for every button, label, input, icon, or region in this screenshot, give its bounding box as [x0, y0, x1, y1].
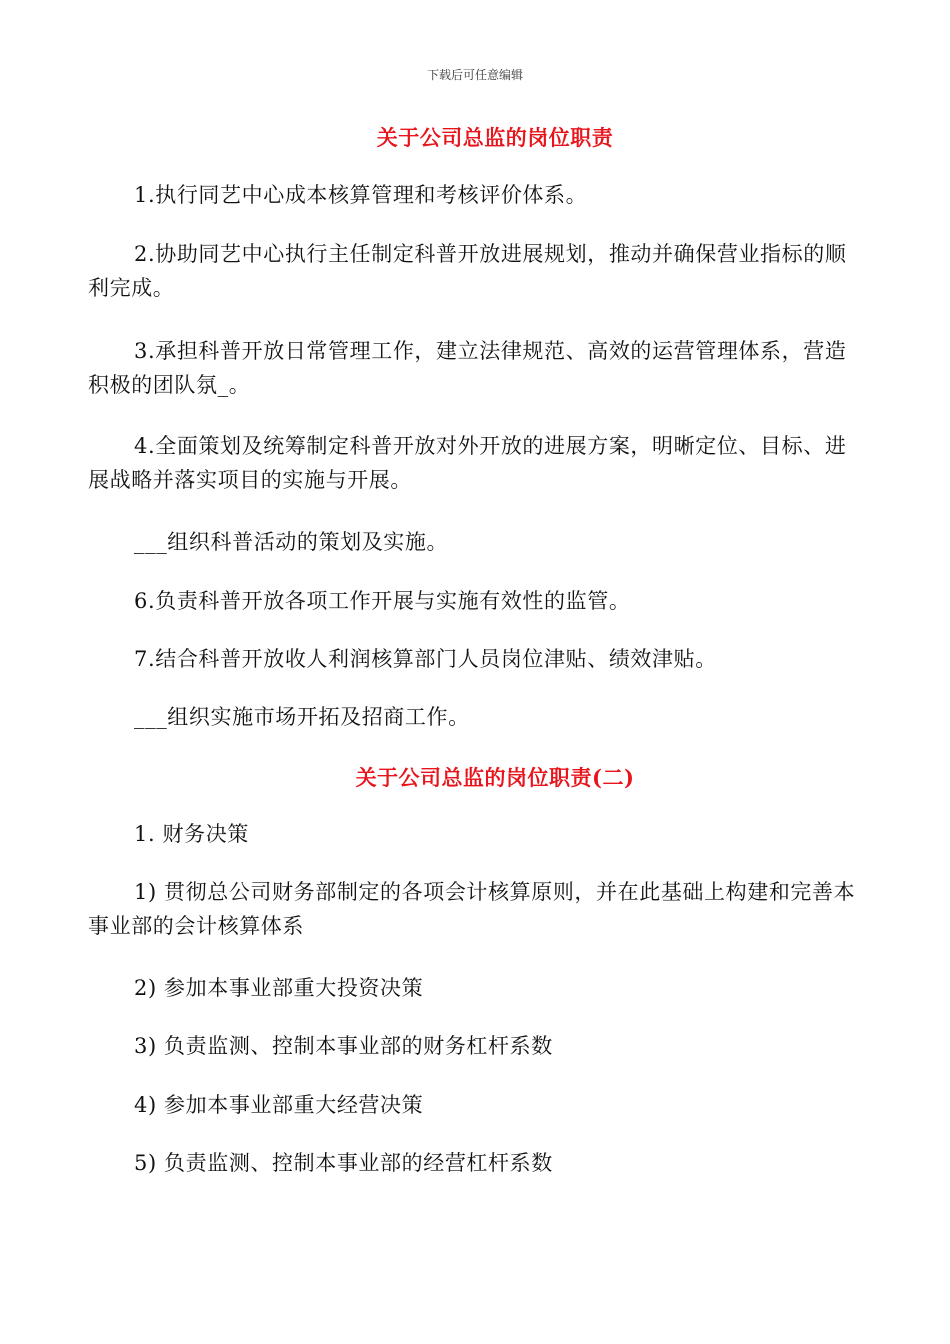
section1-paragraph-4: 4.全面策划及统筹制定科普开放对外开放的进展方案，明晰定位、目标、进展战略并落实项目的实施与开展。 [88, 434, 847, 492]
section1-paragraph-1: 1.执行同艺中心成本核算管理和考核评价体系。 [134, 183, 588, 207]
section1-paragraph-8: ___组织实施市场开拓及招商工作。 [134, 705, 470, 729]
header-note: 下载后可任意编辑 [426, 68, 523, 82]
section2-paragraph-4: 3) 负责监测、控制本事业部的财务杠杆系数 [134, 1034, 553, 1058]
section1-paragraph-7: 7.结合科普开放收人利润核算部门人员岗位津贴、绩效津贴。 [134, 647, 717, 671]
section2-paragraph-2: 1) 贯彻总公司财务部制定的各项会计核算原则，并在此基础上构建和完善本事业部的会计核算体系 [88, 880, 856, 938]
section2-paragraph-5: 4) 参加本事业部重大经营决策 [134, 1093, 424, 1117]
section1-title: 关于公司总监的岗位职责 [376, 125, 614, 150]
section1-paragraph-5: ___组织科普活动的策划及实施。 [134, 530, 449, 554]
section2-paragraph-3: 2) 参加本事业部重大投资决策 [134, 976, 424, 1000]
section1-paragraph-2: 2.协助同艺中心执行主任制定科普开放进展规划，推动并确保营业指标的顺利完成。 [88, 242, 847, 300]
section2-paragraph-1: 1. 财务决策 [134, 822, 249, 846]
section2-paragraph-6: 5) 负责监测、控制本事业部的经营杠杆系数 [134, 1151, 553, 1175]
section2-title: 关于公司总监的岗位职责(二) [355, 765, 635, 790]
section1-paragraph-3: 3.承担科普开放日常管理工作，建立法律规范、高效的运营管理体系，营造积极的团队氛_。 [88, 339, 847, 397]
section1-paragraph-6: 6.负责科普开放各项工作开展与实施有效性的监管。 [134, 589, 631, 613]
